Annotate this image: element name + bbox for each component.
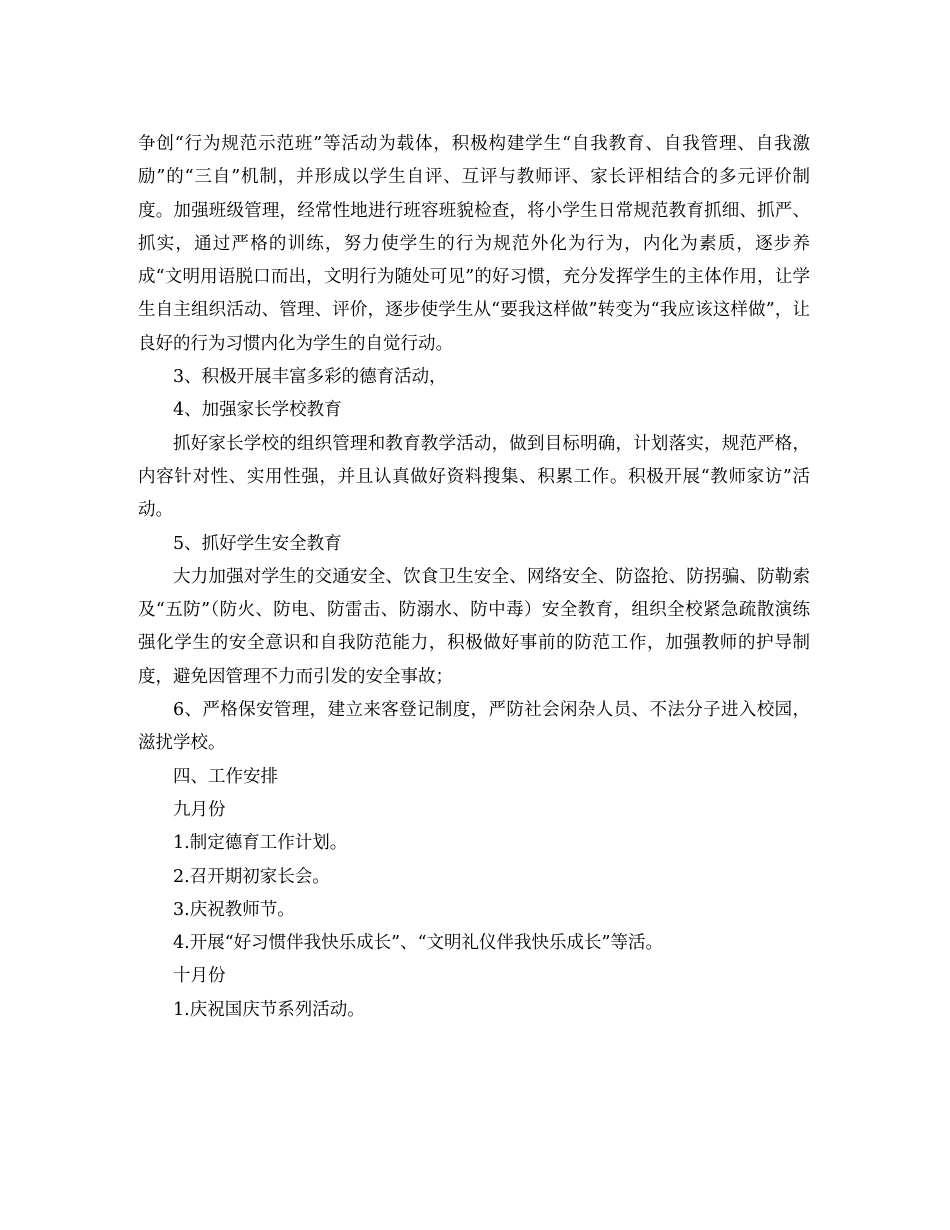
- october-item-1: 1.庆祝国庆节系列活动。: [173, 999, 365, 1020]
- september-item-1: 1.制定德育工作计划。: [173, 833, 348, 854]
- section-4-work-schedule: 四、工作安排: [173, 766, 278, 787]
- month-october: 十月份: [173, 966, 226, 987]
- item-6-security-management: 6、严格保安管理，建立来客登记制度，严防社会闲杂人员、不法分子进入校园，滋扰学校。: [138, 700, 810, 754]
- month-september: 九月份: [173, 799, 226, 820]
- paragraph-behavior-norms: 争创“行为规范示范班”等活动为载体，积极构建学生“自我教育、自我管理、自我激励”的“三自”机制，并形成以学生自评、互评与教师评、家长评相结合的多元评价制度。加强班级管理，经常性地进行班容班貌检查，将小学生日常规范教育抓细、抓严、抓实，通过严格的训练，努力使学生的行为规范外化为行为，内化为素质，逐步养成“文明用语脱口而出，文明行为随处可见”的好习惯，充分发挥学生的主体作用，让学生自主组织活动、管理、评价，逐步使学生从“要我这样做”转变为“我应该这样做”，让良好的行为习惯内化为学生的自觉行动。: [138, 134, 810, 354]
- september-item-2: 2.召开期初家长会。: [173, 866, 330, 887]
- document-body: [138, 128, 810, 1027]
- item-3-moral-activities: 3、积极开展丰富多彩的德育活动，: [173, 367, 447, 388]
- item-5-safety-heading: 5、抓好学生安全教育: [173, 533, 342, 554]
- paragraph-safety-education: 大力加强对学生的交通安全、饮食卫生安全、网络安全、防盗抢、防拐骗、防勒索及“五防”（防火、防电、防雷击、防溺水、防中毒）安全教育，组织全校紧急疏散演练强化学生的安全意识和自我防范能力，积极做好事前的防范工作，加强教师的护导制度，避免因管理不力而引发的安全事故；: [138, 566, 810, 687]
- september-item-3: 3.庆祝教师节。: [173, 899, 295, 920]
- item-4-parent-school-heading: 4、加强家长学校教育: [173, 400, 342, 421]
- september-item-4: 4.开展“好习惯伴我快乐成长”、“文明礼仪伴我快乐成长”等活。: [173, 933, 663, 954]
- paragraph-parent-school: 抓好家长学校的组织管理和教育教学活动，做到目标明确，计划落实，规范严格，内容针对性、实用性强，并且认真做好资料搜集、积累工作。积极开展“教师家访”活动。: [138, 433, 810, 521]
